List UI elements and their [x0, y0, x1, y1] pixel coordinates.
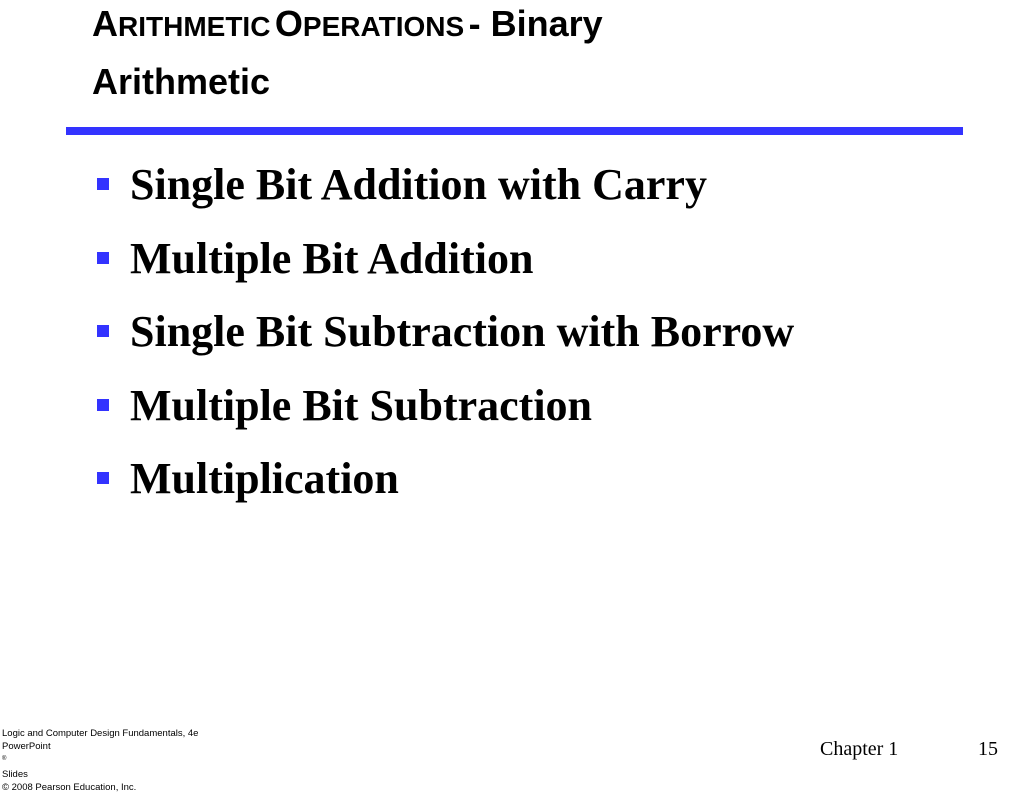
square-bullet-icon: [97, 472, 109, 484]
title-subtitle-part1: - Binary: [468, 3, 603, 44]
square-bullet-icon: [97, 399, 109, 411]
bullet-text: Single Bit Addition with Carry: [130, 160, 707, 209]
square-bullet-icon: [97, 325, 109, 337]
credit-slides: Slides: [2, 769, 28, 781]
credit-slides-line: [2, 740, 198, 781]
credit-book-title: Logic and Computer Design Fundamentals, 4e: [2, 728, 199, 739]
square-bullet-icon: [97, 252, 109, 264]
bullet-text: Multiple Bit Addition: [130, 233, 534, 283]
credit-powerpoint: PowerPoint: [2, 741, 51, 752]
footer-chapter: Chapter 1: [820, 738, 899, 760]
title-word2-initial: O: [274, 3, 303, 44]
bullet-text: Multiple Bit Subtraction: [130, 380, 593, 430]
title-word1-rest: RITHMETIC: [118, 11, 271, 42]
title-subtitle-part2: Arithmetic: [92, 61, 271, 102]
title-word1-initial: A: [92, 3, 118, 44]
bullet-text: Multiplication: [130, 454, 399, 503]
slide-title: [92, 3, 972, 102]
registered-mark: ®: [2, 756, 7, 762]
credit-copyright: © 2008 Pearson Education, Inc.: [2, 782, 137, 794]
footer-credit: [2, 727, 198, 794]
title-underline-rule: [66, 127, 963, 135]
square-bullet-icon: [97, 178, 109, 190]
footer-page-number: 15: [978, 738, 998, 760]
title-word2-rest: PERATIONS: [302, 11, 465, 42]
bullet-text: Single Bit Subtraction with Borrow: [130, 307, 795, 356]
title-line-1: [92, 3, 972, 58]
